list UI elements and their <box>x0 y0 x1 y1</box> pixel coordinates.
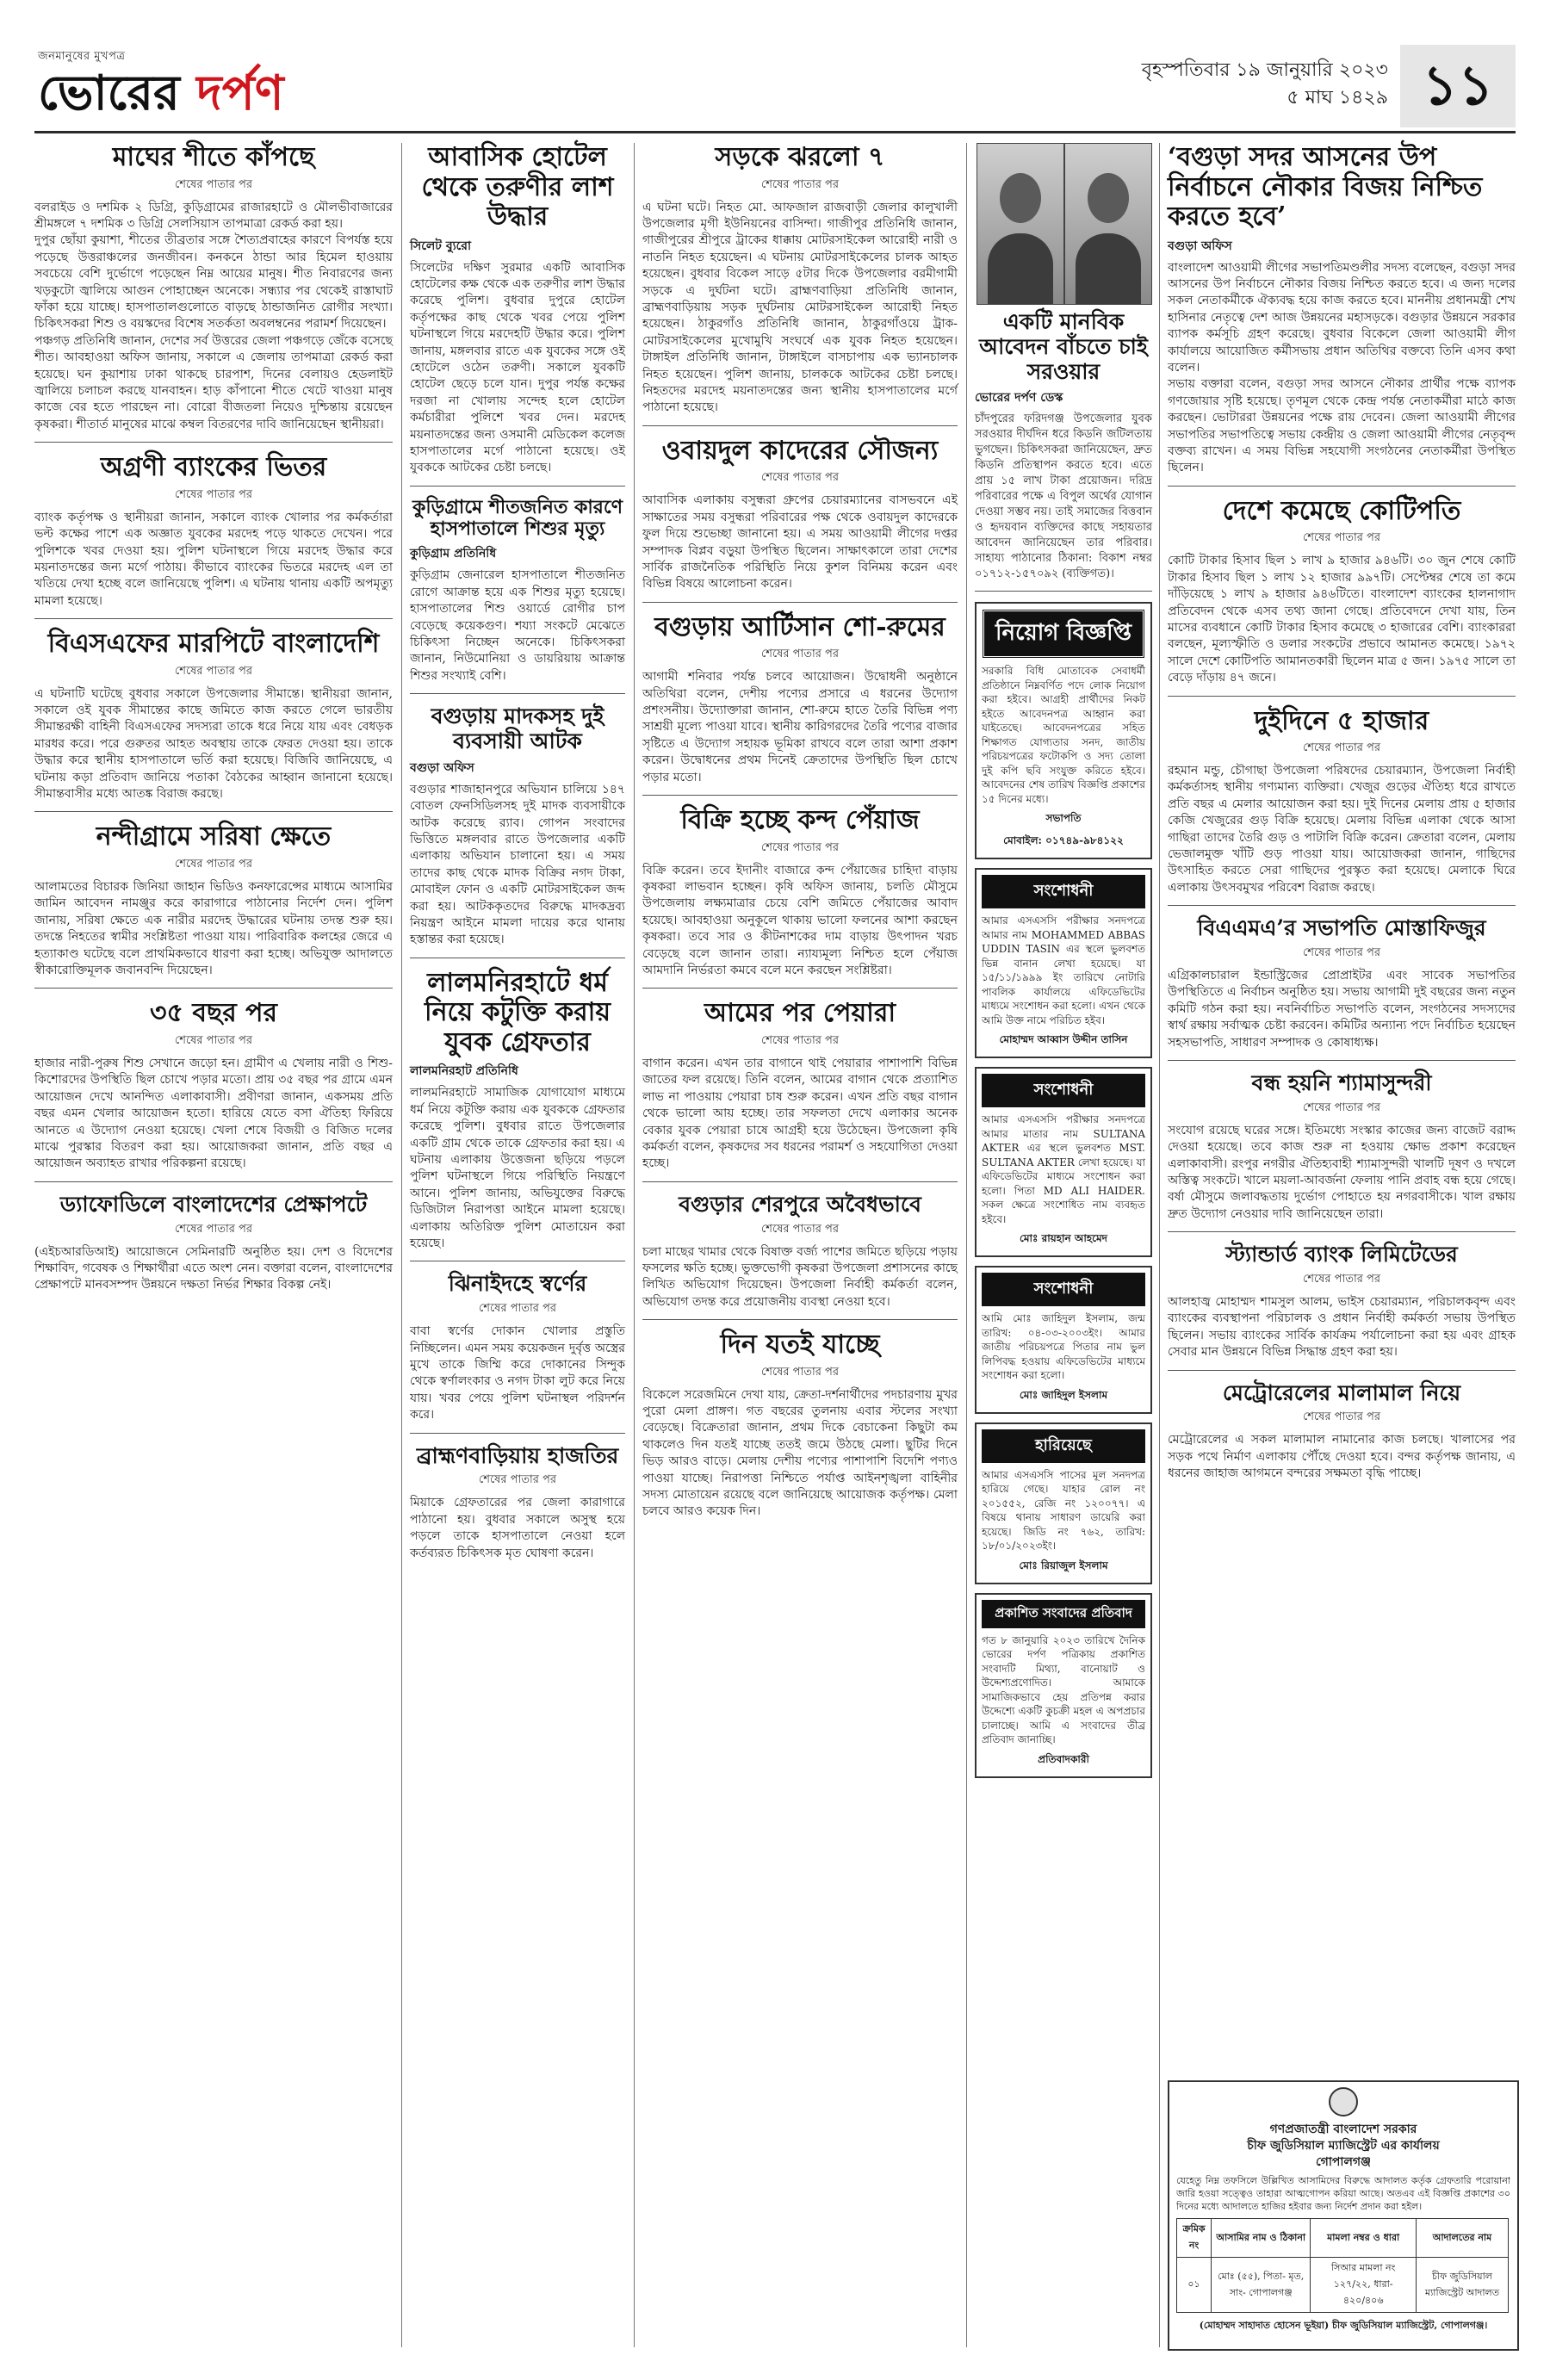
column-rule <box>401 143 402 2347</box>
person-photo <box>976 143 1064 305</box>
continued-label: শেষের পাতার পর <box>760 177 840 191</box>
notice-signature: মোঃ জাহিদুল ইসলাম <box>1019 1388 1108 1401</box>
continued-label: শেষের পাতার পর <box>760 471 840 485</box>
article-body: বিকেলে সরেজমিনে দেখা যায়, ক্রেতা-দর্শনার্থীদের পদচারণায় মুখর পুরো মেলা প্রাঙ্গণ। গত বছরের তুলনায় এবার স্টলের সংখ্যা বেড়েছে। বিক্রেতারা জানান, প্রথম দিকে বেচাকেনা কিছুটা কম থাকলেও দিন যতই যাচ্ছে ততই জমে উঠছে মেলা। ছুটির দিনে ভিড় আরও বাড়ে। মেলায় দেশীয় পণ্যের পাশাপাশি বিদেশি পণ্যও পাওয়া যাচ্ছে। নিরাপত্তা নিশ্চিতে পর্যাপ্ত আইনশৃঙ্খলা বাহিনীর সদস্য মোতায়েন রয়েছে বলে জানিয়েছে আয়োজক কর্তৃপক্ষ। মেলা চলবে আরও কয়েক দিন। <box>642 1387 958 1519</box>
article-headline: অগ্রণী ব্যাংকের ভিতর <box>100 452 327 483</box>
column-3 <box>642 143 958 1540</box>
notice-signature: প্রতিবাদকারী <box>1038 1752 1089 1765</box>
column-1 <box>34 143 393 1313</box>
article-headline: মাঘের শীতে কাঁপছে <box>112 142 315 172</box>
article-headline: ড্যাফোডিলে বাংলাদেশের প্রেক্ষাপটে <box>59 1191 368 1217</box>
article-headline: বন্ধ হয়নি শ্যামাসুন্দরী <box>1251 1070 1432 1096</box>
byline: লালমনিরহাট প্রতিনিধি <box>410 1064 518 1079</box>
table-cell: মোঃ (৫৫), পিতা- মৃত, সাং- গোপালগঞ্জ <box>1212 2258 1311 2313</box>
article-headline: স্ট্যান্ডার্ড ব্যাংক লিমিটেডের <box>1225 1242 1458 1267</box>
article-body: চাঁদপুরের ফরিদগঞ্জ উপজেলার যুবক সরওয়ার দীর্ঘদিন ধরে কিডনি জটিলতায় ভুগছেন। চিকিৎসকরা জানিয়েছেন, দ্রুত কিডনি প্রতিস্থাপন করতে হবে। এতে প্রায় ১৫ লাখ টাকা প্রয়োজন। দরিদ্র পরিবারের পক্ষে এ বিপুল অর্থের যোগান দেওয়া সম্ভব নয়। তাই সমাজের বিত্তবান ও হৃদয়বান ব্যক্তিদের কাছে সহায়তার আবেদন জানিয়েছেন তার পরিবার। সাহায্য পাঠানোর ঠিকানা: বিকাশ নম্বর ০১৭১২-১৫৭০৯২ (ব্যক্তিগত)। <box>975 412 1152 581</box>
masthead-rule <box>34 131 1516 133</box>
article-headline: বিক্রি হচ্ছে কন্দ পেঁয়াজ <box>680 805 920 836</box>
article-headline: দেশে কমেছে কোটিপতি <box>1222 495 1461 526</box>
article-headline: দিন যতই যাচ্ছে <box>720 1329 880 1360</box>
article-headline: ৩৫ বছর পর <box>149 998 278 1029</box>
article-obaidul-quader <box>642 437 958 603</box>
continued-label: শেষের পাতার পর <box>760 840 840 854</box>
notice-body: আমার এসএসসি পরীক্ষার সনদপত্রে আমার নাম MOHAMMED ABBAS UDDIN TASIN এর স্থলে ভুলবশত ভিন্ন বানান লেখা হয়েছে। যা ১৫/১১/১৯৯৯ ইং তারিখে নোটারি পাবলিক কার্যালয়ে এফিডেভিটের মাধ্যমে সংশোধন করা হলো। এখন থেকে আমি উক্ত নামে পরিচিত হইব। <box>982 914 1145 1026</box>
continued-label: শেষের পাতার পর <box>1302 1100 1381 1114</box>
correction-notice <box>975 1067 1152 1257</box>
article-body: আগামী শনিবার পর্যন্ত চলবে আয়োজন। উদ্বোধনী অনুষ্ঠানে অতিথিরা বলেন, দেশীয় পণ্যের প্রসারে এ ধরনের উদ্যোগ প্রশংসনীয়। উদ্যোক্তারা জানান, শো-রুমে হাতে তৈরি বিভিন্ন পণ্য সাশ্রয়ী মূল্যে পাওয়া যাবে। স্থানীয় কারিগরদের তৈরি পণ্যের বাজার সৃষ্টিতে এ উদ্যোগ সহায়ক ভূমিকা রাখবে বলে তারা আশা প্রকাশ করেন। উদ্বোধনের প্রথম দিনেই ক্রেতাদের উপস্থিতি ছিল চোখে পড়ার মতো। <box>642 670 958 784</box>
article-body: মিয়াকে গ্রেফতারের পর জেলা কারাগারে পাঠানো হয়। বুধবার সকালে অসুস্থ হয়ে পড়লে তাকে হাসপাতালে নেওয়া হলে কর্তব্যরত চিকিৎসক মৃত ঘোষণা করেন। <box>410 1496 625 1560</box>
article-headline: ওবায়দুল কাদেরের সৌজন্য <box>661 435 939 466</box>
article-kurigram <box>410 497 625 694</box>
lost-notice <box>975 1422 1152 1584</box>
continued-label: শেষের পাতার পর <box>1302 1273 1381 1286</box>
byline: কুড়িগ্রাম প্রতিনিধি <box>410 547 497 561</box>
article-35-years <box>34 999 393 1181</box>
appeal-photos <box>975 143 1152 303</box>
notice-body: আমার এসএসসি পরীক্ষার সনদপত্রে আমার মাতার নাম SULTANA AKTER এর স্থলে ভুলবশত MST. SULTANA AKTER লেখা হয়েছে। যা এফিডেভিটের মাধ্যমে সংশোধন করা হলো। পিতা MD ALI HAIDER. সকল ক্ষেত্রে সংশোধিত নাম ব্যবহৃত হইবে। <box>982 1113 1145 1225</box>
article-millionaires <box>1168 497 1516 697</box>
continued-label: শেষের পাতার পর <box>174 1033 253 1047</box>
article-body: কুড়িগ্রাম জেনারেল হাসপাতালে শীতজনিত রোগে আক্রান্ত হয়ে এক শিশুর মৃত্যু হয়েছে। হাসপাতালের শিশু ওয়ার্ডে রোগীর চাপ বেড়েছে কয়েকগুণ। শয্যা সংকটে মেঝেতে চিকিৎসা নিচ্ছেন অনেকে। চিকিৎসকরা জানান, নিউমোনিয়া ও ডায়রিয়ায় আক্রান্ত শিশুর সংখ্যাই বেশি। <box>410 568 625 683</box>
article-hotel <box>410 143 625 487</box>
date-bangla: ৫ মাঘ ১৪২৯ <box>1286 87 1388 108</box>
article-headline: আবাসিক হোটেল থেকে তরুণীর লাশ উদ্ধার <box>421 142 614 232</box>
continued-label: শেষের পাতার পর <box>174 177 253 191</box>
article-body: সংযোগ রয়েছে ঘরের সঙ্গে। ইতিমধ্যে সংস্কার কাজের জন্য বাজেট বরাদ্দ দেওয়া হয়েছে। তবে কাজ শুরু না হওয়ায় ক্ষোভ প্রকাশ করেছেন এলাকাবাসী। রংপুর নগরীর ঐতিহ্যবাহী শ্যামাসুন্দরী খালটি দূষণ ও দখলে অস্তিত্ব সংকটে। খালে ময়লা-আবর্জনা ফেলায় পানি প্রবাহ বন্ধ হয়ে গেছে। বর্ষা মৌসুমে জলাবদ্ধতায় দুর্ভোগ পোহাতে হয় নগরবাসীকে। খাল রক্ষায় দ্রুত উদ্যোগ নেওয়ার দাবি জানিয়েছেন তারা। <box>1168 1123 1516 1221</box>
notice-body: আমি মোঃ জাহিদুল ইসলাম, জন্ম তারিখ: ০৪-০৩-২০০৩ইং। আমার জাতীয় পরিচয়পত্রে পিতার নাম ভুল লিপিবদ্ধ হওয়ায় এফিডেভিটের মাধ্যমে সংশোধন করা হলো। <box>982 1312 1145 1382</box>
article-body: সিলেটের দক্ষিণ সুরমার একটি আবাসিক হোটেলের কক্ষ থেকে এক তরুণীর লাশ উদ্ধার করেছে পুলিশ। বুধবার দুপুরে হোটেল কর্তৃপক্ষের কাছ থেকে খবর পেয়ে পুলিশ ঘটনাস্থলে গিয়ে মরদেহটি উদ্ধার করে। পুলিশ জানায়, মঙ্গলবার রাতে এক যুবকের সঙ্গে ওই হোটেলে ওঠেন তরুণী। সকালে যুবকটি হোটেল ছেড়ে চলে যান। দুপুর পর্যন্ত কক্ষের দরজা না খোলায় সন্দেহ হলে হোটেল কর্মচারীরা পুলিশে খবর দেন। মরদেহ ময়নাতদন্তের জন্য ওসমানী মেডিকেল কলেজ হাসপাতালের মর্গে পাঠানো হয়েছে। ওই যুবককে আটকের চেষ্টা চলছে। <box>410 260 625 475</box>
article-headline: সড়কে ঝরলো ৭ <box>715 142 885 172</box>
table-row <box>1177 2258 1509 2313</box>
column-4 <box>975 143 1152 1787</box>
article-winter <box>34 143 393 443</box>
correction-notice <box>975 1266 1152 1414</box>
continued-label: শেষের পাতার পর <box>1302 531 1381 545</box>
article-body: বিক্রি করেন। তবে ইদানীং বাজারে কন্দ পেঁয়াজের চাহিদা বাড়ায় কৃষকরা লাভবান হচ্ছেন। কৃষি অফিস জানায়, চলতি মৌসুমে উপজেলায় লক্ষ্যমাত্রার চেয়ে বেশি জমিতে পেঁয়াজের আবাদ হয়েছে। আবহাওয়া অনুকূলে থাকায় ভালো ফলনের আশা করছেন কৃষকরা। তবে সার ও কীটনাশকের দাম বাড়ায় উৎপাদন খরচ বেড়েছে বলে জানান তারা। ন্যায্যমূল্য নিশ্চিত হলে পেঁয়াজ আমদানি নির্ভরতা কমবে বলে মনে করছেন সংশ্লিষ্টরা। <box>642 863 958 977</box>
article-days-passing <box>642 1330 958 1529</box>
article-headline: দুইদিনে ৫ হাজার <box>1254 705 1429 736</box>
byline: বগুড়া অফিস <box>410 760 474 775</box>
article-body: দুপুর ছোঁয়া কুয়াশা, শীতের তীব্রতার সঙ্গে শৈত্যপ্রবাহের কারণে বিপর্যস্ত হয়ে পড়েছে উত্তরাঞ্চলের জনজীবন। কনকনে ঠান্ডা আর হিমেল হাওয়ায় সবচেয়ে বেশি দুর্ভোগে পড়েছেন নিম্ন আয়ের মানুষ। শীত নিবারণের জন্য খড়কুটো জ্বালিয়ে আগুন পোহাচ্ছেন অনেকে। সন্ধ্যার পর থেকেই রাস্তাঘাট ফাঁকা হয়ে যাচ্ছে। হাসপাতালগুলোতে বাড়ছে ঠান্ডাজনিত রোগীর সংখ্যা। চিকিৎসকরা শিশু ও বয়স্কদের বিশেষ সতর্কতা অবলম্বনের পরামর্শ দিয়েছেন। <box>34 233 393 332</box>
article-headline: লালমনিরহাটে ধর্ম নিয়ে কটুক্তি করায় যুবক গ্রেফতার <box>424 967 611 1057</box>
article-artisan <box>642 613 958 796</box>
article-guava <box>642 999 958 1181</box>
article-brahmanbaria <box>410 1444 625 1571</box>
rebuttal-notice <box>975 1593 1152 1778</box>
column-rule <box>966 143 967 2347</box>
article-body: বাংলাদেশ আওয়ামী লীগের সভাপতিমণ্ডলীর সদস্য বলেছেন, বগুড়া সদর আসনের উপ নির্বাচনে নৌকার বিজয় নিশ্চিত করতে হবে। এ জন্য দলের সকল নেতাকর্মীকে ঐক্যবদ্ধ হয়ে কাজ করতে হবে। মাননীয় প্রধানমন্ত্রী শেখ হাসিনার নেতৃত্বে দেশ আজ উন্নয়নের মহাসড়কে। বগুড়ার উন্নয়নে সরকার ব্যাপক কর্মসূচি গ্রহণ করেছে। বুধবার বিকেলে জেলা আওয়ামী লীগ কার্যালয়ে আয়োজিত কর্মীসভায় প্রধান অতিথির বক্তব্যে তিনি এসব কথা বলেন। <box>1168 260 1516 375</box>
continued-label: শেষের পাতার পর <box>1302 1410 1381 1424</box>
article-jhenaidah <box>410 1272 625 1433</box>
notice-title: প্রকাশিত সংবাদের প্রতিবাদ <box>982 1600 1145 1628</box>
article-bogura-by-election <box>1168 143 1516 487</box>
article-headline: ব্রাহ্মণবাড়িয়ায় হাজতির <box>416 1442 619 1468</box>
continued-label: শেষের পাতার পর <box>478 1473 557 1487</box>
column-rule <box>634 143 635 2347</box>
notice-signature: মোঃ রিয়াজুল ইসলাম <box>1019 1559 1108 1571</box>
notice-body: সরকারি বিধি মোতাবেক সেবাধর্মী প্রতিষ্ঠানে নিম্নবর্ণিত পদে লোক নিয়োগ করা হইবে। আগ্রহী প্রার্থীদের নিকট হইতে আবেদনপত্র আহ্বান করা যাইতেছে। আবেদনপত্রের সহিত শিক্ষাগত যোগ্যতার সনদ, জাতীয় পরিচয়পত্রের ফটোকপি ও সদ্য তোলা দুই কপি ছবি সংযুক্ত করিতে হইবে। আবেদনের শেষ তারিখ বিজ্ঞপ্তি প্রকাশের ১৫ দিনের মধ্যে। <box>982 665 1145 805</box>
notice-signature: সভাপতি <box>1045 812 1082 825</box>
article-road-accidents <box>642 143 958 426</box>
article-body: এ ঘটনা ঘটে। নিহত মো. আফজাল রাজবাড়ী জেলার কালুখালী উপজেলার মৃগী ইউনিয়নের বাসিন্দা। গাজীপুর প্রতিনিধি জানান, গাজীপুরের শ্রীপুরে ট্রাকের ধাক্কায় মোটরসাইকেল আরোহী নারী ও নাতনি নিহত হয়েছেন। এ ঘটনায় মোটরসাইকেলের চালক আহত হয়েছেন। বুধবার বিকেল সাড়ে ৫টার দিকে উপজেলার বরমীগামী সড়কে এ দুর্ঘটনা ঘটে। ব্রাহ্মণবাড়িয়া প্রতিনিধি জানান, ব্রাহ্মণবাড়িয়ায় সড়ক দুর্ঘটনায় মোটরসাইকেল আরোহী নিহত হয়েছেন। ঠাকুরগাঁও প্রতিনিধি জানান, ঠাকুরগাঁওয়ে ট্রাক-মোটরসাইকেলের মুখোমুখি সংঘর্ষে এক যুবক নিহত হয়েছেন। টাঙ্গাইল প্রতিনিধি জানান, টাঙ্গাইলে বাসচাপায় এক ভ্যানচালক নিহত হয়েছেন। পুলিশ জানায়, চালককে আটকের চেষ্টা চলছে। নিহতদের মরদেহ ময়নাতদন্তের জন্য স্থানীয় হাসপাতালের মর্গে পাঠানো হয়েছে। <box>642 200 958 415</box>
masthead <box>34 45 1516 133</box>
continued-label: শেষের পাতার পর <box>174 857 253 871</box>
notice-title: সংশোধনী <box>982 1273 1145 1306</box>
article-bogura-drugs <box>410 704 625 958</box>
article-shyamasundari <box>1168 1071 1516 1232</box>
notice-header-line: গোপালগঞ্জ <box>1315 2155 1372 2169</box>
article-bsf <box>34 629 393 812</box>
notice-signature: মোহাম্মদ আব্বাস উদ্দীন তাসিন <box>999 1033 1128 1046</box>
notice-table <box>1176 2218 1509 2313</box>
table-header: আদালতের নাম <box>1416 2219 1508 2258</box>
notice-body: যেহেতু নিম্ন তফসিলে উল্লিখিত আসামিদের বিরুদ্ধে আদালত কর্তৃক গ্রেফতারি পরোয়ানা জারি হওয়া সত্ত্বেও তাহারা আত্মগোপন করিয়া আছে। অতএব এই বিজ্ঞপ্তি প্রকাশের ৩০ দিনের মধ্যে আদালতে হাজির হইবার জন্য নির্দেশ প্রদান করা হইল। <box>1176 2175 1510 2212</box>
article-body: পঞ্চগড় প্রতিনিধি জানান, দেশের সর্ব উত্তরের জেলা পঞ্চগড়ে জেঁকে বসেছে শীত। আবহাওয়া অফিস জানায়, সকালে এ জেলায় তাপমাত্রা রেকর্ড করা হয়েছে। ঘন কুয়াশায় ঢাকা থাকছে চারপাশ, দিনের বেলায়ও হেডলাইট জ্বালিয়ে চলাচল করছে যানবাহন। হাড় কাঁপানো শীতে খেটে খাওয়া মানুষ কাজে বের হতে পারছেন না। বোরো বীজতলা নিয়েও দুশ্চিন্তায় রয়েছেন কৃষকরা। শীতার্ত মানুষের মাঝে কম্বল বিতরণের দাবি জানিয়েছেন স্থানীয়রা। <box>34 333 393 431</box>
article-bama-president <box>1168 916 1516 1061</box>
continued-label: শেষের পাতার পর <box>760 1365 840 1379</box>
article-headline: নন্দীগ্রামে সরিষা ক্ষেতে <box>96 821 332 852</box>
continued-label: শেষের পাতার পর <box>478 1302 557 1316</box>
article-nandigram <box>34 822 393 989</box>
article-body: লালমনিরহাটে সামাজিক যোগাযোগ মাধ্যমে ধর্ম নিয়ে কটুক্তি করায় এক যুবককে গ্রেফতার করেছে পুলিশ। বুধবার রাতে উপজেলার একটি গ্রাম থেকে তাকে গ্রেফতার করা হয়। এ ঘটনায় এলাকায় উত্তেজনা ছড়িয়ে পড়লে পুলিশ ঘটনাস্থলে গিয়ে পরিস্থিতি নিয়ন্ত্রণে আনে। পুলিশ জানায়, অভিযুক্তের বিরুদ্ধে ডিজিটাল নিরাপত্তা আইনে মামলা হয়েছে। এলাকায় অতিরিক্ত পুলিশ মোতায়েন করা হয়েছে। <box>410 1086 625 1250</box>
notice-title: সংশোধনী <box>982 875 1145 908</box>
table-header-row <box>1177 2219 1509 2258</box>
article-headline: ঝিনাইদহে স্বর্ণের <box>448 1271 587 1297</box>
article-body: আবাসিক এলাকায় বসুন্ধরা গ্রুপের চেয়ারম্যানের বাসভবনে এই সাক্ষাতের সময় বসুন্ধরা পরিবারের পক্ষ থেকে ওবায়দুল কাদেরকে ফুল দিয়ে শুভেচ্ছা জানানো হয়। এ সময় আওয়ামী লীগের দপ্তর সম্পাদক বিপ্লব বড়ুয়া উপস্থিত ছিলেন। সাক্ষাৎকালে তারা দেশের সার্বিক রাজনৈতিক পরিস্থিতি নিয়ে কুশল বিনিময় করেন এবং বিভিন্ন বিষয়ে আলোচনা করেন। <box>642 493 958 592</box>
logo-red: দর্পণ <box>196 65 284 121</box>
notice-header-line: গণপ্রজাতন্ত্রী বাংলাদেশ সরকার <box>1269 2123 1417 2136</box>
table-cell: সিআর মামলা নং ১২৭/২২, ধারা- ৪২০/৪০৬ <box>1311 2258 1417 2313</box>
continued-label: শেষের পাতার পর <box>1302 741 1381 755</box>
article-body: বাগান করেন। এখন তার বাগানে থাই পেয়ারার পাশাপাশি বিভিন্ন জাতের ফল রয়েছে। তিনি বলেন, আমের বাগান থেকে প্রত্যাশিত লাভ না পাওয়ায় পেয়ারা চাষ শুরু করেন। এখন প্রতি বছর বাগান থেকে ভালো আয় হচ্ছে। তার সফলতা দেখে এলাকার অনেক বেকার যুবক পেয়ারা চাষে আগ্রহী হয়ে উঠেছেন। উপজেলা কৃষি কর্মকর্তা বলেন, কৃষকদের সব ধরনের পরামর্শ ও সহযোগিতা দেওয়া হচ্ছে। <box>642 1056 958 1171</box>
column-5 <box>1168 143 1516 1502</box>
article-body: আলামতের বিচারক জিনিয়া জাহান ভিডিও কনফারেন্সের মাধ্যমে আসামির জামিন আবেদন নামঞ্জুর করে কারাগারে পাঠানোর নির্দেশ দেন। পুলিশ জানায়, সরিষা ক্ষেতে এক নারীর মরদেহ উদ্ধারের ঘটনায় তদন্ত শুরু হয়। তদন্তে নিহতের স্বামীর সংশ্লিষ্টতা পাওয়া যায়। পারিবারিক কলহের জেরে এ হত্যাকাণ্ড ঘটেছে বলে প্রাথমিকভাবে ধারণা করা হচ্ছে। অভিযুক্ত আদালতে স্বীকারোক্তিমূলক জবানবন্দি দিয়েছেন। <box>34 879 393 977</box>
logo-black: ভোরের <box>38 65 197 121</box>
correction-notice <box>975 868 1152 1058</box>
logo <box>38 45 296 127</box>
recruitment-notice <box>975 602 1152 859</box>
article-body: আলহাজ্ব মোহাম্মদ শামসুল আলম, ভাইস চেয়ারম্যান, পরিচালকবৃন্দ এবং ব্যাংকের ব্যবস্থাপনা পরিচালক ও প্রধান নির্বাহী কর্মকর্তা সভায় উপস্থিত ছিলেন। সভায় ব্যাংকের সার্বিক কার্যক্রম পর্যালোচনা করা হয় এবং গ্রাহক সেবার মান উন্নয়নে বিভিন্ন সিদ্ধান্ত গ্রহণ করা হয়। <box>1168 1295 1516 1360</box>
date-box <box>1142 57 1388 112</box>
person-photo <box>1064 143 1152 305</box>
article-daffodil <box>34 1193 393 1303</box>
article-metrorail <box>1168 1381 1516 1491</box>
government-emblem-icon <box>1329 2087 1358 2117</box>
article-headline: বগুড়ায় মাদকসহ দুই ব্যবসায়ী আটক <box>431 703 604 753</box>
notice-header <box>1173 2122 1514 2171</box>
article-body: বলরাইড ও দশমিক ২ ডিগ্রি, কুড়িগ্রামের রাজারহাটে ও মৌলভীবাজারের শ্রীমঙ্গলে ৭ দশমিক ৩ ডিগ্রি সেলসিয়াস তাপমাত্রা রেকর্ড করা হয়। <box>34 200 393 231</box>
article-body: চলা মাছের খামার থেকে বিষাক্ত বর্জ্য পাশের জমিতে ছড়িয়ে পড়ায় ফসলের ক্ষতি হচ্ছে। ভুক্তভোগী কৃষকরা উপজেলা প্রশাসনের কাছে লিখিত অভিযোগ দিয়েছেন। উপজেলা নির্বাহী কর্মকর্তা বলেন, অভিযোগ তদন্ত করে প্রয়োজনীয় ব্যবস্থা নেওয়া হবে। <box>642 1244 958 1309</box>
article-sherpur <box>642 1193 958 1320</box>
article-body: হাজার নারী-পুরুষ শিশু সেখানে জড়ো হন। গ্রামীণ এ খেলায় নারী ও শিশু-কিশোরদের উপস্থিতি ছিল চোখে পড়ার মতো। প্রায় ৩৫ বছর পর গ্রামে এমন আয়োজন দেখে আনন্দিত এলাকাবাসী। প্রবীণরা জানান, একসময় প্রতি বছর এমন খেলার আয়োজন হতো। হারিয়ে যেতে বসা ঐতিহ্য ফিরিয়ে আনতে এ উদ্যোগ নেওয়া হয়েছে। খেলা শেষে বিজয়ী ও বিজিত দলের মাঝে পুরস্কার বিতরণ করা হয়। আয়োজকরা জানান, প্রতি বছর এ আয়োজন অব্যাহত রাখার পরিকল্পনা রয়েছে। <box>34 1056 393 1171</box>
table-cell: ০১ <box>1177 2258 1212 2313</box>
column-rule <box>1159 143 1160 2347</box>
continued-label: শেষের পাতার পর <box>174 664 253 678</box>
article-headline: বগুড়ায় আর্টিসান শো-রুমের <box>654 611 946 642</box>
article-headline: বগুড়ার শেরপুরে অবৈধভাবে <box>679 1191 921 1217</box>
article-body: বগুড়ার শাজাহানপুরে অভিযান চালিয়ে ১৪৭ বোতল ফেনসিডিলসহ দুই মাদক ব্যবসায়ীকে আটক করেছে র‌্যাব। গোপন সংবাদের ভিত্তিতে মঙ্গলবার রাতে উপজেলার একটি এলাকায় অভিযান চালানো হয়। এ সময় তাদের কাছ থেকে মাদক বিক্রির নগদ টাকা, মোবাইল ফোন ও একটি মোটরসাইকেল জব্দ করা হয়। আটককৃতদের বিরুদ্ধে মাদকদ্রব্য নিয়ন্ত্রণ আইনে মামলা দায়ের করে থানায় হস্তান্তর করা হয়েছে। <box>410 782 625 947</box>
notice-body: আমার এসএসসি পাসের মূল সনদপত্র হারিয়ে গেছে। যাহার রোল নং ২০১৫৫২, রেজি নং ১২০০৭৭। এ বিষয়ে থানায় সাধারণ ডায়েরি করা হয়েছে। জিডি নং ৭৬২, তারিখ: ১৮/০১/২০২৩ইং। <box>982 1468 1145 1553</box>
article-headline: বিএসএফের মারপিটে বাংলাদেশি <box>47 629 380 660</box>
continued-label: শেষের পাতার পর <box>174 487 253 501</box>
continued-label: শেষের পাতার পর <box>760 1222 840 1236</box>
article-body: কোটি টাকার হিসাব ছিল ১ লাখ ৯ হাজার ৯৪৬টি। ৩০ জুন শেষে কোটি টাকার হিসাব ছিল ১ লাখ ১২ হাজার ৯৯৭টি। সেপ্টেম্বর শেষে তা কমে দাঁড়িয়েছে ১ লাখ ৯ হাজার ৯৪৬টিতে। বাংলাদেশ ব্যাংকের হালনাগাদ প্রতিবেদন থেকে এসব তথ্য জানা গেছে। প্রতিবেদনে দেখা যায়, তিন মাসের ব্যবধানে কোটি টাকার হিসাব কমেছে ৩ হাজারের বেশি। ব্যাংকাররা বলছেন, মূল্যস্ফীতি ও ডলার সংকটের প্রভাবে আমানত কমেছে। ১৯৭২ সালে দেশে কোটিপতি আমানতকারী ছিলেন মাত্র ৫ জন। ১৯৭৫ সালে তা বেড়ে দাঁড়ায় ৪৭ জনে। <box>1168 554 1516 685</box>
notice-title: হারিয়েছে <box>982 1429 1145 1463</box>
article-headline: মেট্রোরেলের মালামাল নিয়ে <box>1222 1379 1461 1405</box>
notice-title: নিয়োগ বিজ্ঞপ্তি <box>982 609 1145 659</box>
table-header: মামলা নম্বর ও ধারা <box>1311 2219 1417 2258</box>
date-english: বৃহস্পতিবার ১৯ জানুয়ারি ২০২৩ <box>1141 59 1388 81</box>
article-onion <box>642 806 958 989</box>
byline: ভোরের দর্পণ ডেস্ক <box>975 391 1063 406</box>
article-humanitarian-appeal <box>975 310 1152 592</box>
article-headline: কুড়িগ্রামে শীতজনিত কারণে হাসপাতালে শিশুর মৃত্যু <box>412 495 623 541</box>
table-header: আসামির নাম ও ঠিকানা <box>1212 2219 1311 2258</box>
article-body: ব্যাংক কর্তৃপক্ষ ও স্থানীয়রা জানান, সকালে ব্যাংক খোলার পর কর্মকর্তারা ভল্ট কক্ষের পাশে এক অজ্ঞাত যুবকের মরদেহ পড়ে থাকতে দেখেন। পরে পুলিশকে খবর দেওয়া হয়। পুলিশ ঘটনাস্থলে গিয়ে মরদেহ উদ্ধার করে ময়নাতদন্তের জন্য মর্গে পাঠায়। কীভাবে ব্যাংকের ভিতরে মরদেহ এল তা খতিয়ে দেখা হচ্ছে বলে জানিয়েছে পুলিশ। এ ঘটনায় থানায় একটি অপমৃত্যু মামলা হয়েছে। <box>34 510 393 608</box>
article-body: এ ঘটনাটি ঘটেছে বুধবার সকালে উপজেলার সীমান্তে। স্থানীয়রা জানান, সকালে ওই যুবক সীমান্তের কাছে জমিতে কাজ করতে গেলে ভারতীয় সীমান্তরক্ষী বাহিনী বিএসএফের সদস্যরা তাকে ধরে নিয়ে যায় এবং বেধড়ক মারধর করে। পরে গুরুতর আহত অবস্থায় তাকে ফেরত দেওয়া হয়। তাকে উদ্ধার করে স্থানীয় হাসপাতালে ভর্তি করা হয়েছে। বিজিবি জানিয়েছে, এ ঘটনায় কড়া প্রতিবাদ জানিয়ে পতাকা বৈঠকের আহ্বান জানানো হয়েছে। সীমান্তবাসীর মধ্যে আতঙ্ক বিরাজ করছে। <box>34 686 393 802</box>
byline: সিলেট ব্যুরো <box>410 239 472 253</box>
article-headline: একটি মানবিক আবেদন বাঁচতে চাই সরওয়ার <box>979 309 1148 384</box>
column-2 <box>410 143 625 1581</box>
article-body: (এইচআরডিআই) আয়োজনে সেমিনারটি অনুষ্ঠিত হয়। দেশ ও বিদেশের শিক্ষাবিদ, গবেষক ও শিক্ষার্থীরা এতে অংশ নেন। বক্তারা বলেন, বাংলাদেশের প্রেক্ষাপটে মানবসম্পদ উন্নয়নে দক্ষতা নির্ভর শিক্ষার বিকল্প নেই। <box>34 1244 393 1292</box>
article-body: সভায় বক্তারা বলেন, বগুড়া সদর আসনে নৌকার প্রার্থীর পক্ষে ব্যাপক গণজোয়ার সৃষ্টি হয়েছে। তৃণমূল থেকে কেন্দ্র পর্যন্ত নেতাকর্মীরা মাঠে কাজ করছেন। ভোটাররা উন্নয়নের পক্ষে রায় দেবেন। জেলা আওয়ামী লীগের সভাপতির সভাপতিত্বে সভায় কেন্দ্রীয় ও জেলা আওয়ামী লীগের নেতৃবৃন্দ বক্তব্য রাখেন। এ সময় বিভিন্ন সহযোগী সংগঠনের নেতাকর্মীরা উপস্থিত ছিলেন। <box>1168 377 1516 475</box>
table-cell: চীফ জুডিসিয়াল ম্যাজিস্ট্রেট আদালত <box>1416 2258 1508 2313</box>
article-lalmonirhat <box>410 969 625 1262</box>
continued-label: শেষের পাতার পর <box>760 1033 840 1047</box>
article-body: এগ্রিকালচারাল ইন্ডাস্ট্রিজের প্রোপ্রাইটর এবং সাবেক সভাপতির উপস্থিতিতে এ নির্বাচন অনুষ্ঠিত হয়। সভায় আগামী দুই বছরের জন্য নতুন কমিটি গঠন করা হয়। নবনির্বাচিত সভাপতি বলেন, সংগঠনের সদস্যদের স্বার্থ রক্ষায় সর্বাত্মক চেষ্টা করবেন। কমিটির অন্যান্য পদে নির্বাচিত হয়েছেন সহসভাপতি, সাধারণ সম্পাদক ও কোষাধ্যক্ষ। <box>1168 969 1516 1050</box>
article-body: রহমান মন্ডু, চৌগাছা উপজেলা পরিষদের চেয়ারম্যান, উপজেলা নির্বাহী কর্মকর্তাসহ স্থানীয় গণ্যমান্য ব্যক্তিরা। খেজুর গুড়ের ঐতিহ্য ধরে রাখতে প্রতি বছর এ মেলার আয়োজন করা হয়। দুই দিনের মেলায় প্রায় ৫ হাজার কেজি খেজুরের গুড় বিক্রি হয়েছে। মেলায় বিভিন্ন এলাকা থেকে আসা গাছিরা তাদের তৈরি গুড় ও পাটালি বিক্রি করেন। ক্রেতারা বলেন, মেলায় ভেজালমুক্ত খাঁটি গুড় পাওয়া যায়। আয়োজকরা জানান, গাছিদের উৎসাহিত করতে সেরা গাছিদের পুরস্কৃত করা হয়েছে। মেলাকে ঘিরে এলাকায় উৎসবমুখর পরিবেশ বিরাজ করছে। <box>1168 764 1516 895</box>
article-headline: আমের পর পেয়ারা <box>704 998 896 1029</box>
article-standard-bank <box>1168 1243 1516 1370</box>
notice-signature: মোঃ রায়হান আহমেদ <box>1020 1232 1107 1245</box>
page-number: ১১ <box>1400 45 1516 127</box>
article-five-thousand <box>1168 707 1516 907</box>
table-header: ক্রমিক নং <box>1177 2219 1212 2258</box>
notice-header-line: চীফ জুডিসিয়াল ম্যাজিস্ট্রেট এর কার্যালয় <box>1247 2139 1440 2153</box>
logo-text <box>38 67 284 119</box>
notice-title: সংশোধনী <box>982 1074 1145 1107</box>
continued-label: শেষের পাতার পর <box>760 648 840 661</box>
tagline: জনমানুষের মুখপত্র <box>38 50 126 63</box>
article-headline: বিএএমএ’র সভাপতি মোস্তাফিজুর <box>1197 915 1486 941</box>
continued-label: শেষের পাতার পর <box>174 1222 253 1236</box>
byline: বগুড়া অফিস <box>1168 239 1232 253</box>
notice-signature: (মোহাম্মদ সাহাদাত হোসেন ভূইয়া) চীফ জুডিসিয়াল ম্যাজিস্ট্রেট, গোপালগঞ্জ। <box>1199 2320 1488 2331</box>
article-body: বাবা স্বর্ণের দোকান খোলার প্রস্তুতি নিচ্ছিলেন। এমন সময় কয়েকজন দুর্বৃত্ত অস্ত্রের মুখে তাকে জিম্মি করে দোকানের সিন্দুক থেকে স্বর্ণালংকার ও নগদ টাকা লুট করে নিয়ে যায়। খবর পেয়ে পুলিশ ঘটনাস্থল পরিদর্শন করে। <box>410 1324 625 1422</box>
notice-phone: মোবাইল: ০১৭৪৯-৯৮৪১২২ <box>1003 834 1124 847</box>
government-notice <box>1168 2080 1519 2351</box>
article-body: মেট্রোরেলের এ সকল মালামাল নামানোর কাজ চলছে। খালাসের পর সড়ক পথে নির্মাণ এলাকায় পৌঁছে দেওয়া হবে। বন্দর কর্তৃপক্ষ জানায়, এ ধরনের জাহাজ আগমনে বন্দরের সক্ষমতা বৃদ্ধি পাচ্ছে। <box>1168 1433 1516 1481</box>
notice-body: গত ৮ জানুয়ারি ২০২৩ তারিখে দৈনিক ভোরের দর্পণ পত্রিকায় প্রকাশিত সংবাদটি মিথ্যা, বানোয়াট ও উদ্দেশ্যপ্রণোদিত। আমাকে সামাজিকভাবে হেয় প্রতিপন্ন করার উদ্দেশ্যে একটি কুচক্রী মহল এ অপপ্রচার চালাচ্ছে। আমি এ সংবাদের তীব্র প্রতিবাদ জানাচ্ছি। <box>982 1633 1145 1746</box>
article-headline: ‘বগুড়া সদর আসনের উপ নির্বাচনে নৌকার বিজয় নিশ্চিত করতে হবে’ <box>1168 142 1483 232</box>
continued-label: শেষের পাতার পর <box>1302 946 1381 960</box>
article-agrani-bank <box>34 453 393 619</box>
